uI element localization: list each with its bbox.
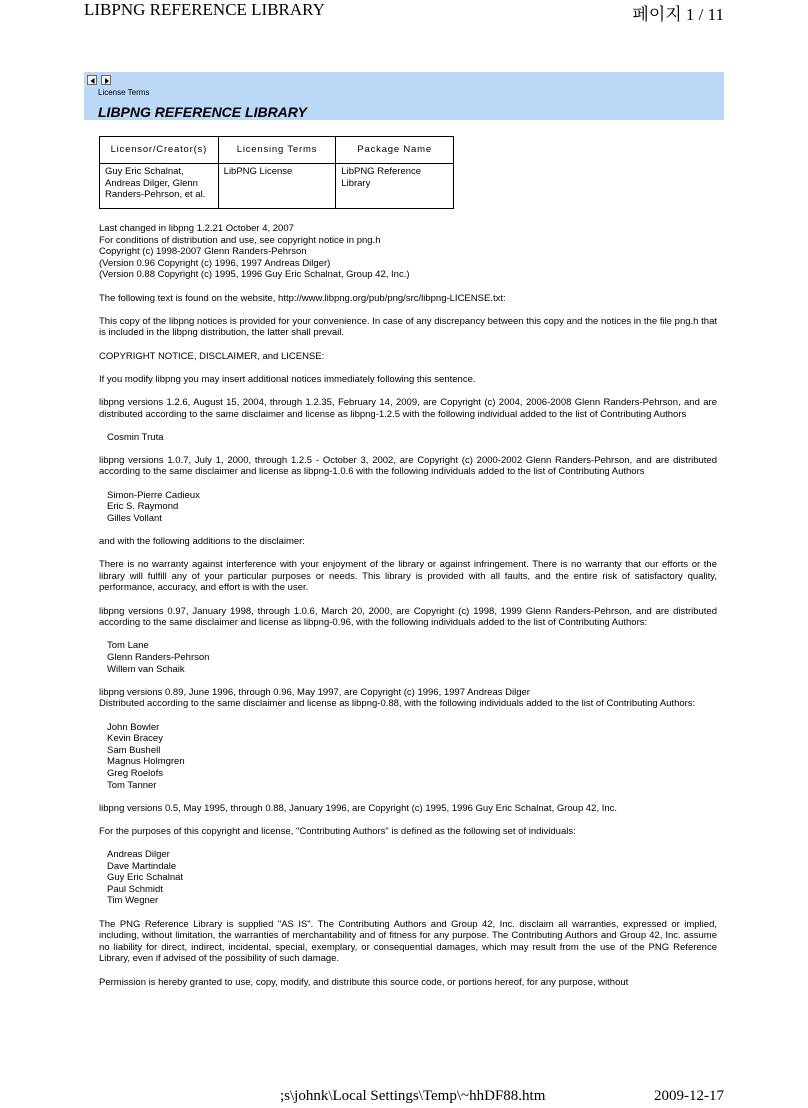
contributor-list: [107, 849, 717, 907]
arrow-right-icon: [103, 77, 111, 85]
table-row: [100, 164, 454, 209]
page-number: 페이지 1 / 11: [632, 5, 724, 24]
list-item: John Bowler: [107, 721, 160, 733]
list-item: Simon-Pierre Cadieux: [107, 489, 200, 501]
table-cell: LibPNG Reference Library: [336, 164, 454, 209]
change-notice: [99, 223, 717, 281]
paragraph: If you modify libpng you may insert additional notices immediately following this sentence.: [99, 373, 476, 385]
list-item: Tim Wegner: [107, 895, 159, 907]
column-header: Licensor/Creator(s): [100, 137, 219, 164]
paragraph: The PNG Reference Library is supplied "AS IS". The Contributing Authors and Group 42, Inc. disclaim all warranties, expressed or implied, including, without limitation, the warranties of merchantability and of fitness for any purpose. The Contributing Authors and Group 42, Inc. assume no liability for direct, indirect, incidental, special, exemplary, or consequential damages, which may result from the use of the PNG Reference Library, even if advised of the possibility of such damage.: [99, 918, 717, 965]
column-header: Package Name: [336, 137, 454, 164]
list-item: Willem van Schaik: [107, 663, 185, 675]
paragraph: COPYRIGHT NOTICE, DISCLAIMER, and LICENSE:: [99, 350, 325, 362]
paragraph: Permission is hereby granted to use, copy, modify, and distribute this source code, or portions hereof, for any purpose, without: [99, 976, 629, 988]
list-item: Cosmin Truta: [107, 431, 164, 443]
paragraph: and with the following additions to the disclaimer:: [99, 536, 305, 548]
license-table: [99, 136, 454, 209]
paragraph: libpng versions 1.0.7, July 1, 2000, through 1.2.5 - October 3, 2002, are Copyright (c) 2000-2002 Glenn Randers-Pehrson, and are distributed according to the same disclaimer and license as libpng-1.0.6 with the following individuals added to the list of Contributing Authors: [99, 454, 717, 478]
breadcrumb[interactable]: License Terms: [98, 88, 150, 97]
list-item: Tom Lane: [107, 640, 149, 652]
paragraph: This copy of the libpng notices is provided for your convenience. In case of any discrepancy between this copy and the notices in the file png.h that is included in the libpng distribution, the latter shall prevail.: [99, 315, 717, 339]
text-line: libpng versions 0.89, June 1996, through 0.96, May 1997, are Copyright (c) 1996, 1997 Andreas Dilger: [99, 686, 530, 698]
arrow-left-icon: [89, 77, 97, 85]
text-line: Last changed in libpng 1.2.21 October 4, 2007: [99, 223, 294, 234]
list-item: Guy Eric Schalnat: [107, 872, 184, 884]
contributor-list: [107, 432, 717, 444]
list-item: Greg Roelofs: [107, 767, 163, 779]
license-content: [99, 136, 717, 1000]
contributor-list: [107, 722, 717, 792]
topic-banner: [84, 72, 724, 120]
paragraph: [99, 687, 717, 710]
list-item: Andreas Dilger: [107, 849, 170, 861]
paragraph: There is no warranty against interference with your enjoyment of the library or against infringement. There is no warranty that our efforts or the library will fulfill any of your particular purposes or needs. This library is provided with all faults, and the entire risk of satisfactory quality, performance, accuracy, and effort is with the user.: [99, 559, 717, 594]
page-header: [0, 0, 808, 22]
list-item: Magnus Holmgren: [107, 756, 185, 768]
list-item: Dave Martindale: [107, 860, 177, 872]
table-header-row: [100, 137, 454, 164]
text-line: For conditions of distribution and use, see copyright notice in png.h: [99, 234, 381, 246]
list-item: Glenn Randers-Pehrson: [107, 651, 210, 663]
text-line: Copyright (c) 1998-2007 Glenn Randers-Pehrson: [99, 246, 307, 258]
table-cell: LibPNG License: [218, 164, 336, 209]
paragraph: libpng versions 0.97, January 1998, through 1.0.6, March 20, 2000, are Copyright (c) 1998, 1999 Glenn Randers-Pehrson, and are distributed according to the same disclaimer and license as libpng-0.96, with the following individuals added to the list of Contributing Authors:: [99, 605, 717, 629]
paragraph: libpng versions 1.2.6, August 15, 2004, through 1.2.35, February 14, 2009, are Copyright (c) 2004, 2006-2008 Glenn Randers-Pehrson, and are distributed according to the same disclaimer and license as libpng-1.2.5 with the following individual added to the list of Contributing Authors: [99, 396, 717, 420]
footer-file-path: ;s\johnk\Local Settings\Temp\~hhDF88.htm: [280, 1088, 546, 1104]
text-line: (Version 0.96 Copyright (c) 1996, 1997 Andreas Dilger): [99, 257, 331, 269]
contributor-list: [107, 490, 717, 525]
list-item: Paul Schmidt: [107, 883, 163, 895]
contributor-list: [107, 640, 717, 675]
header-title: LIBPNG REFERENCE LIBRARY: [84, 0, 325, 19]
list-item: Tom Tanner: [107, 779, 157, 791]
page-title: LIBPNG REFERENCE LIBRARY: [98, 104, 307, 120]
next-topic-button[interactable]: [101, 75, 111, 85]
paragraph: libpng versions 0.5, May 1995, through 0.88, January 1996, are Copyright (c) 1995, 1996 Guy Eric Schalnat, Group 42, Inc.: [99, 802, 618, 814]
paragraph: The following text is found on the website, http://www.libpng.org/pub/png/src/libpng-LICENSE.txt:: [99, 292, 506, 304]
text-line: Distributed according to the same disclaimer and license as libpng-0.88, with the following individuals added to the list of Contributing Authors:: [99, 698, 696, 710]
list-item: Gilles Vollant: [107, 512, 162, 524]
text-line: (Version 0.88 Copyright (c) 1995, 1996 Guy Eric Schalnat, Group 42, Inc.): [99, 269, 410, 281]
previous-topic-button[interactable]: [87, 75, 97, 85]
table-cell: Guy Eric Schalnat, Andreas Dilger, Glenn Randers-Pehrson, et al.: [100, 164, 219, 209]
footer-date: 2009-12-17: [654, 1088, 724, 1104]
list-item: Sam Bushell: [107, 744, 161, 756]
paragraph: For the purposes of this copyright and license, "Contributing Authors" is defined as the following set of individuals:: [99, 825, 576, 837]
list-item: Kevin Bracey: [107, 733, 163, 745]
list-item: Eric S. Raymond: [107, 501, 179, 513]
column-header: Licensing Terms: [218, 137, 336, 164]
